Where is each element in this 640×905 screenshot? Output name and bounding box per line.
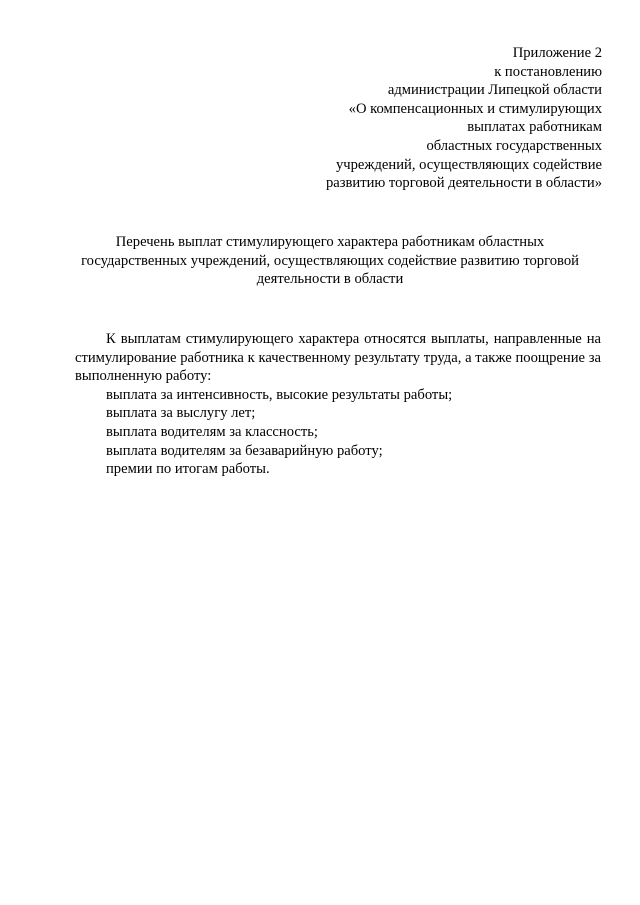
appendix-line: областных государственных <box>426 137 602 154</box>
document-title <box>60 233 600 289</box>
appendix-line: «О компенсационных и стимулирующих <box>348 100 602 117</box>
intro-paragraph: К выплатам стимулирующего характера относятся выплаты, направленные на стимулирование работника к качественному результату труда, а также поощрение за выполненную работу: <box>75 331 601 385</box>
appendix-line: Приложение 2 <box>512 45 602 61</box>
list-item: выплата водителям за классность; <box>106 423 318 440</box>
list-item: выплата за выслугу лет; <box>106 405 256 422</box>
appendix-line: выплатах работникам <box>467 119 602 136</box>
appendix-line: развитию торговой деятельности в области» <box>325 175 602 192</box>
appendix-line: учреждений, осуществляющих содействие <box>336 156 602 173</box>
list-item: премии по итогам работы. <box>106 461 270 478</box>
list-item: выплата водителям за безаварийную работу; <box>106 442 383 459</box>
list-item: выплата за интенсивность, высокие результаты работы; <box>106 386 453 403</box>
document-body <box>75 330 601 479</box>
appendix-line: администрации Липецкой области <box>387 82 602 99</box>
title-line: деятельности в области <box>256 271 404 288</box>
title-line: государственных учреждений, осуществляющих содействие развитию торговой <box>81 252 579 269</box>
appendix-line: к постановлению <box>494 63 602 80</box>
title-line: Перечень выплат стимулирующего характера работникам областных <box>115 234 545 250</box>
appendix-header <box>326 44 602 193</box>
payments-list <box>75 386 601 479</box>
